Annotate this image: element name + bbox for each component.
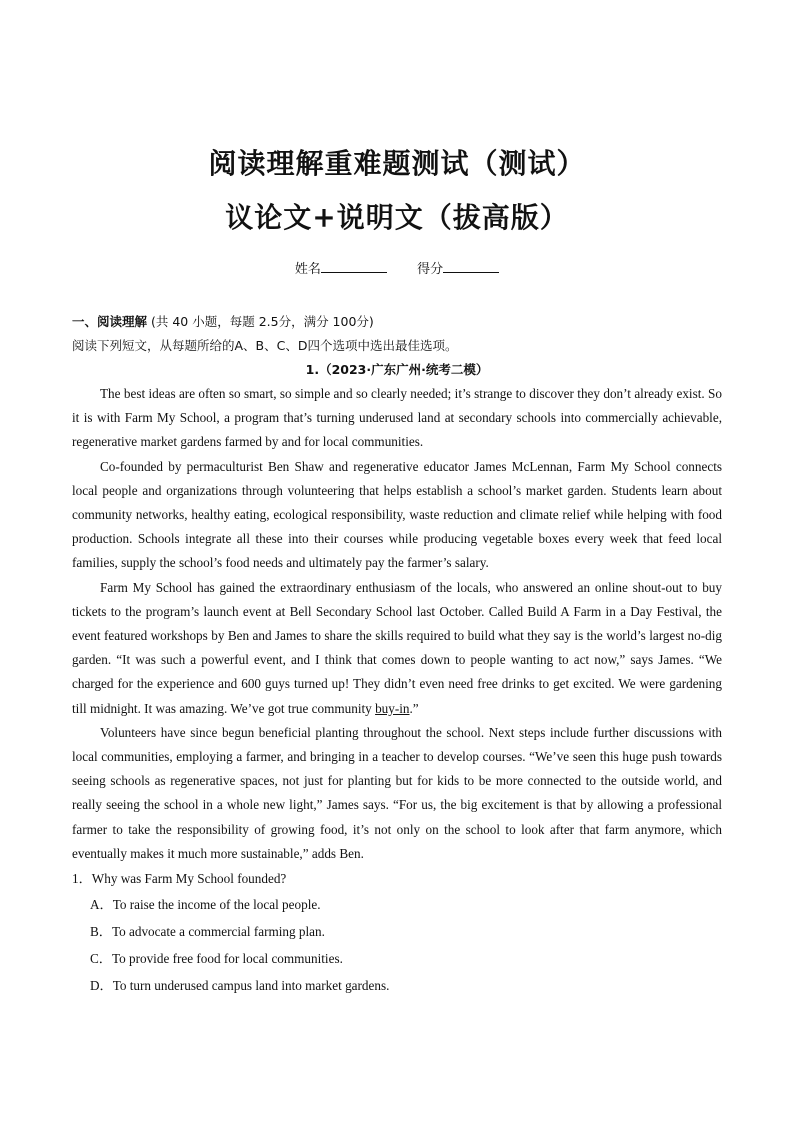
passage-paragraph-1: The best ideas are often so smart, so simple and so clearly needed; it’s strange to discover they don’t already exist. So it is with Farm My School, a program that’s turning underused land at secondary schools into commercially achievable, regenerative market gardens farmed by and for local communities. xyxy=(72,386,722,450)
page-subtitle: 议论文+说明文（拔高版） xyxy=(225,201,569,234)
score-label: 得分 xyxy=(417,262,444,277)
paragraph-3-text: Farm My School has gained the extraordinary enthusiasm of the locals, who answered an online shout-out to buy tickets to the program’s launch event at Bell Secondary School last October. Called Build A Farm in a Day Festival, the event featured workshops by Ben and James to share the skills required to build what they say is the world’s largest no-dig garden. “It was such a powerful event, and I think that comes down to people wanting to act now,” says James. “We charged for the experience and 600 guys turned up! They didn’t even need free drinks to get excited. We were gardening till midnight. It was amazing. We’ve got true community xyxy=(72,579,722,716)
option-c[interactable]: C．To provide free food for local communities. xyxy=(90,951,343,967)
passage-paragraph-4: Volunteers have since begun beneficial planting throughout the school. Next steps include further discussions with local communities, employing a farmer, and bringing in a teacher to develop courses. “We’ve seen this huge push towards seeing schools as regenerative spaces, not just for planting but for kids to be more connected to the outside world, and really seeing the school in a whole new light,” James says. “For us, the big excitement is that by allowing a professional farmer to take the responsibility of growing food, it’s not only on the school to look after that farm anymore, which eventually makes it much more sustainable,” adds Ben. xyxy=(72,724,722,861)
option-d[interactable]: D．To turn underused campus land into market gardens. xyxy=(90,978,390,994)
option-a[interactable]: A．To raise the income of the local people. xyxy=(90,897,321,913)
section-heading xyxy=(72,310,722,334)
page-title: 阅读理解重难题测试（测试） xyxy=(208,147,586,180)
name-blank[interactable] xyxy=(321,258,387,273)
passage-paragraph-2: Co-founded by permaculturist Ben Shaw and regenerative educator James McLennan, Farm My School connects local people and organizations through volunteering that helps establish a school’s market garden. Students learn about community networks, healthy eating, ecological responsibility, waste reduction and climate relief while helping with food production. Schools integrate all these into their courses while producing vegetable boxes every week that feed local families, supply the school’s food needs and ultimately pay the farmer’s salary. xyxy=(72,458,722,571)
passage-paragraph-3 xyxy=(72,576,722,721)
passage-source: 1.（2023·广东广州·统考二模） xyxy=(305,362,489,377)
section-number: 一、 xyxy=(72,314,98,329)
score-blank[interactable] xyxy=(443,258,499,273)
question-1-options xyxy=(72,891,722,999)
option-b[interactable]: B．To advocate a commercial farming plan. xyxy=(90,924,325,940)
name-label: 姓名 xyxy=(294,262,321,277)
paragraph-3-end: .” xyxy=(409,700,419,716)
section-detail: (共 40 小题，每题 2.5分，满分 100分) xyxy=(147,314,374,329)
section-name: 阅读理解 xyxy=(97,314,148,329)
underlined-word: buy-in xyxy=(375,700,410,716)
question-1-stem: 1．Why was Farm My School founded? xyxy=(72,871,287,887)
main-content xyxy=(72,310,722,999)
section-instruction: 阅读下列短文，从每题所给的A、B、C、D四个选项中选出最佳选项。 xyxy=(72,338,458,353)
student-info-line xyxy=(0,258,794,280)
